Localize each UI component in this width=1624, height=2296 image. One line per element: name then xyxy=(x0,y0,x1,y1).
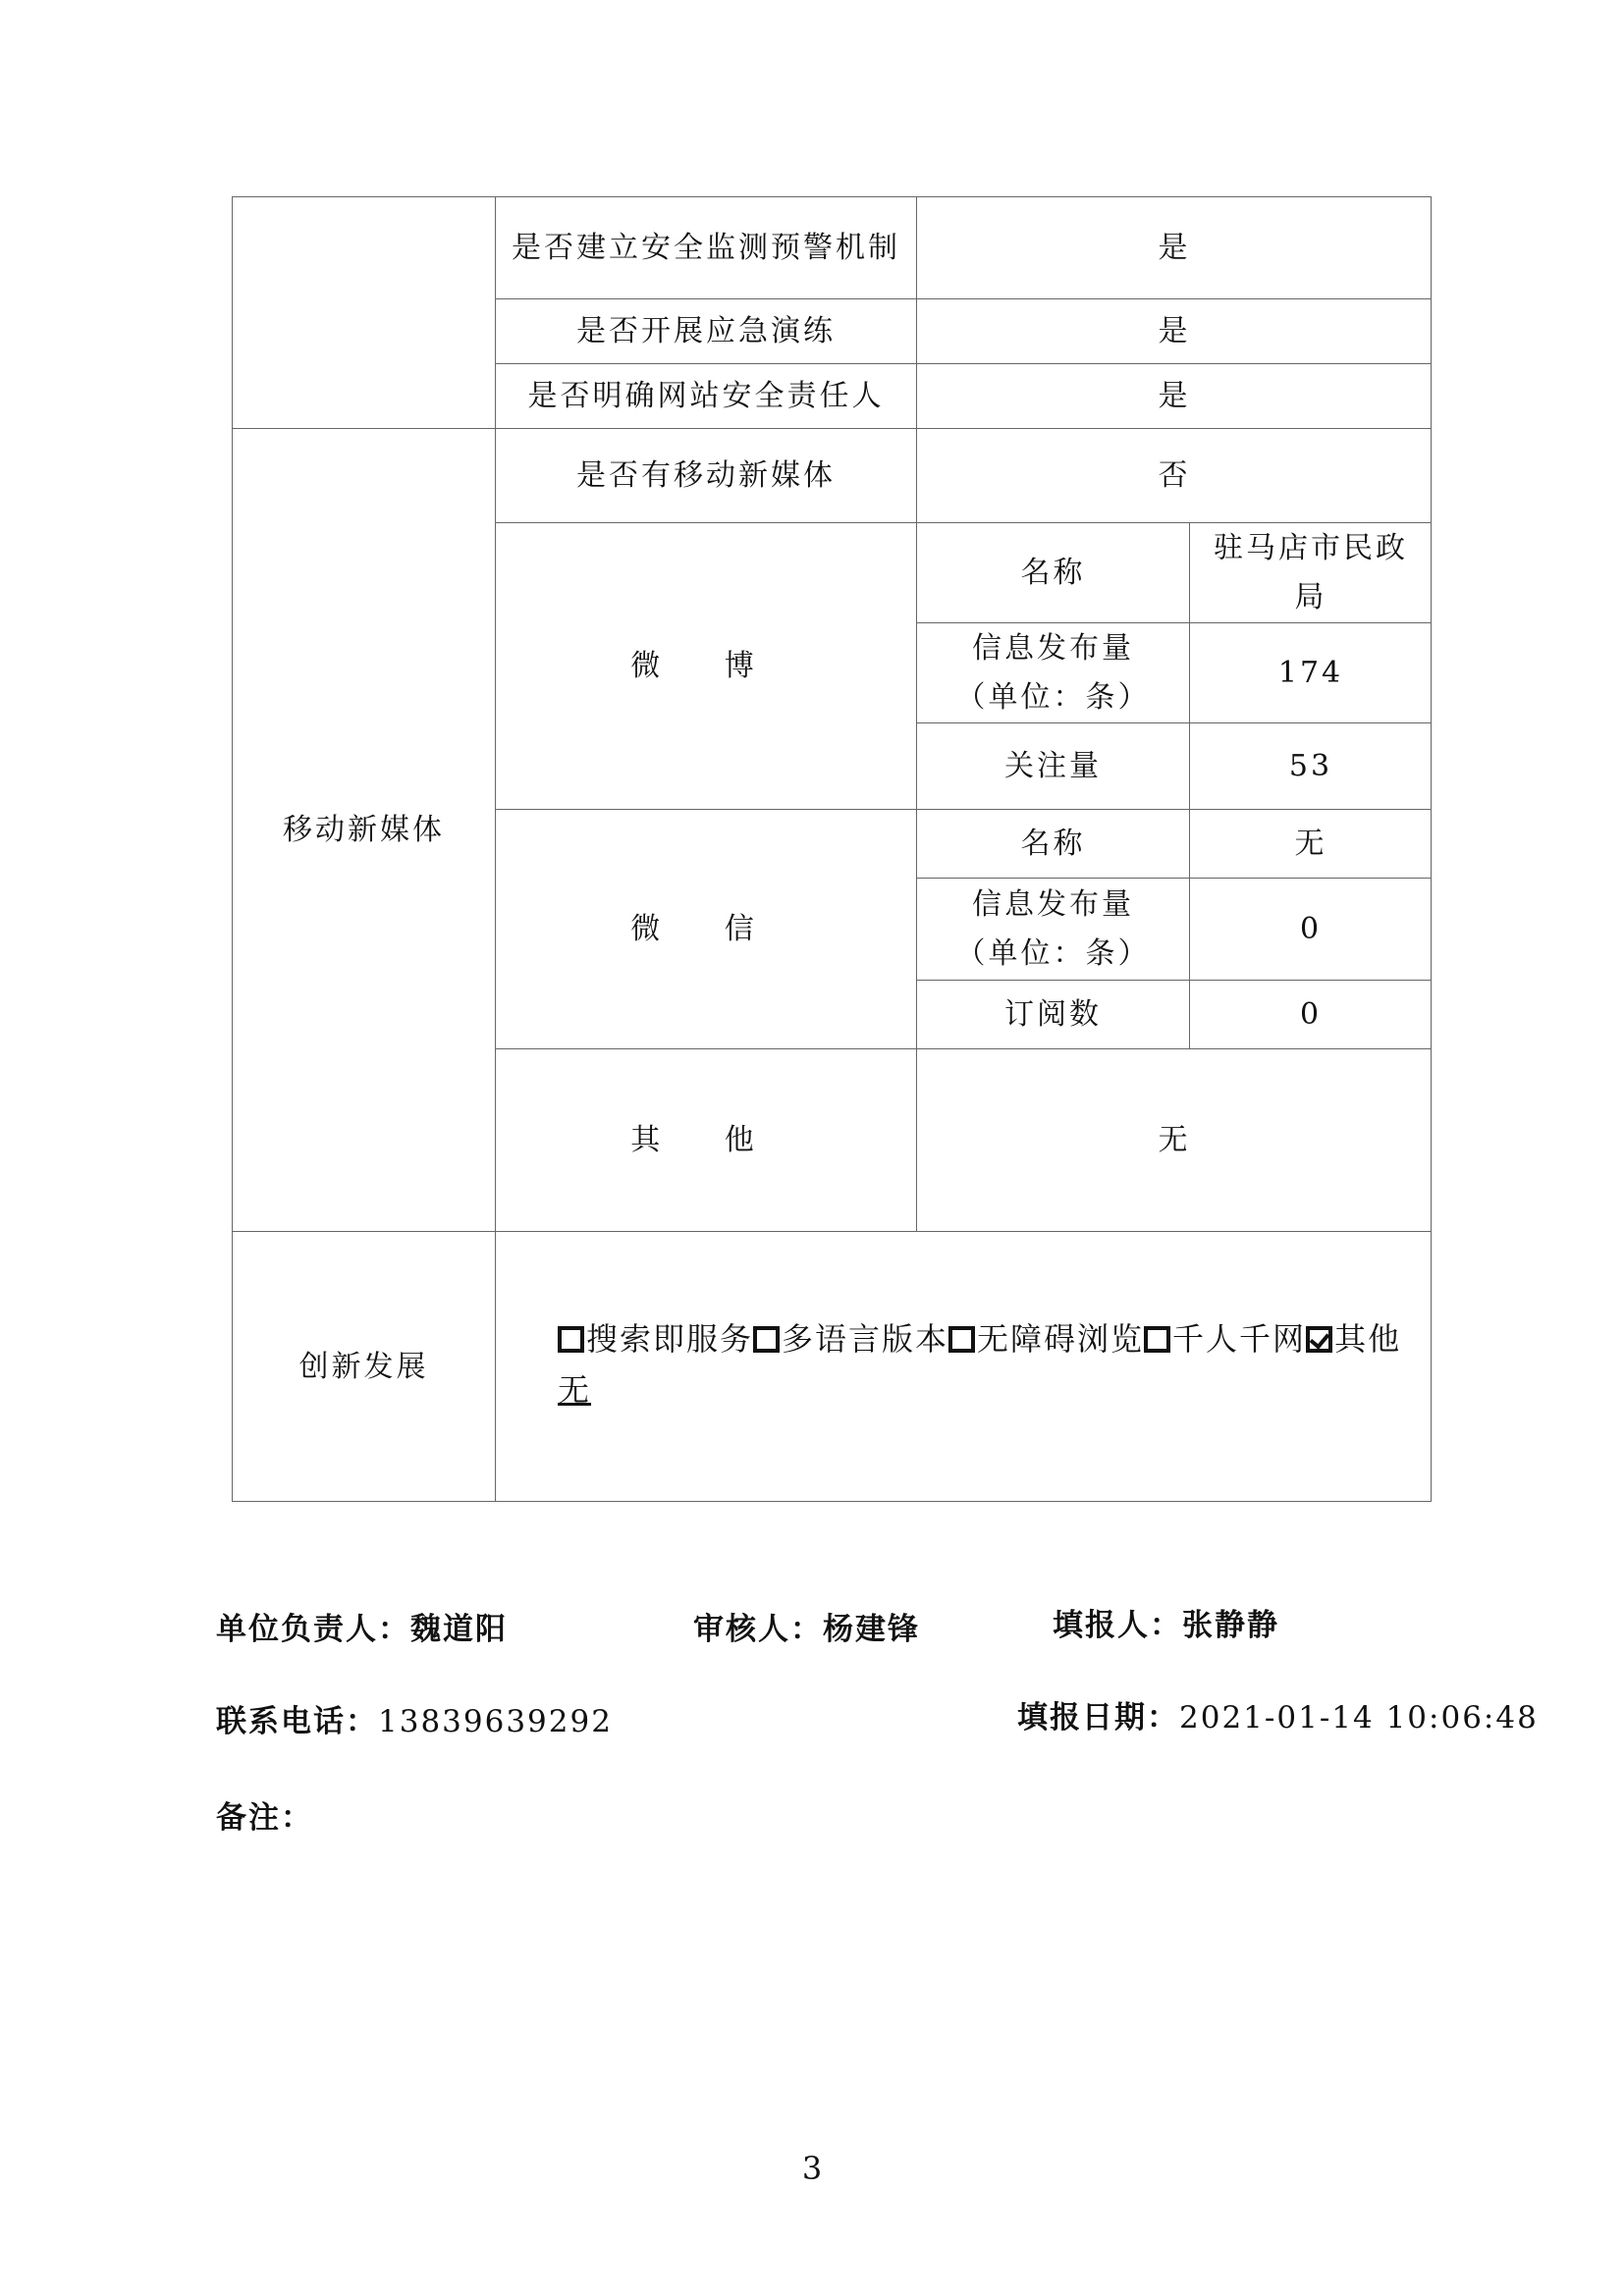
checkbox-icon[interactable] xyxy=(753,1326,780,1353)
weibo-followers-value: 53 xyxy=(1189,722,1432,809)
option-multilingual[interactable]: 多语言版本 xyxy=(753,1320,948,1358)
monitoring-value: 是 xyxy=(916,196,1432,298)
responsible-label: 是否明确网站安全责任人 xyxy=(495,363,916,428)
has-media-label: 是否有移动新媒体 xyxy=(495,428,916,522)
wechat-posts-label: 信息发布量（单位：条） xyxy=(916,878,1189,980)
weibo-followers-label: 关注量 xyxy=(916,722,1189,809)
date-value: 2021-01-14 10:06:48 xyxy=(1179,1700,1539,1735)
other-media-label: 其 他 xyxy=(495,1048,916,1231)
phone-value: 13839639292 xyxy=(378,1704,613,1739)
weibo-posts-label: 信息发布量（单位：条） xyxy=(916,622,1189,722)
option-other[interactable]: 其他 xyxy=(1306,1320,1401,1358)
has-media-value: 否 xyxy=(916,428,1432,522)
checkbox-checked-icon[interactable] xyxy=(1306,1326,1332,1353)
option-personalized[interactable]: 千人千网 xyxy=(1144,1320,1306,1358)
fill-date xyxy=(1017,1692,1539,1736)
phone-label: 联系电话： xyxy=(216,1704,378,1739)
page-number: 3 xyxy=(801,2150,823,2187)
mobile-section-label: 移动新媒体 xyxy=(232,428,495,1231)
weibo-posts-value: 174 xyxy=(1189,622,1432,722)
wechat-subscribers-value: 0 xyxy=(1189,980,1432,1048)
checkbox-icon[interactable] xyxy=(1144,1326,1170,1353)
filler-label: 填报人： xyxy=(1053,1608,1182,1643)
checkbox-icon[interactable] xyxy=(948,1326,975,1353)
date-label: 填报日期： xyxy=(1017,1700,1179,1735)
security-section-cell xyxy=(232,196,495,428)
unit-head xyxy=(216,1604,508,1648)
wechat-name-label: 名称 xyxy=(916,809,1189,878)
filler xyxy=(1053,1600,1279,1644)
weibo-name-value: 驻马店市民政局 xyxy=(1189,522,1432,622)
innovation-options xyxy=(558,1313,1422,1415)
monitoring-label: 是否建立安全监测预警机制 xyxy=(495,196,916,298)
wechat-label: 微 信 xyxy=(495,809,916,1048)
drill-label: 是否开展应急演练 xyxy=(495,298,916,363)
unit-head-value: 魏道阳 xyxy=(410,1612,508,1647)
remarks-label: 备注： xyxy=(216,1800,313,1836)
wechat-subscribers-label: 订阅数 xyxy=(916,980,1189,1048)
option-accessibility[interactable]: 无障碍浏览 xyxy=(948,1320,1144,1358)
report-table xyxy=(232,196,1432,1502)
checkbox-icon[interactable] xyxy=(558,1326,584,1353)
remarks xyxy=(216,1792,313,1837)
responsible-value: 是 xyxy=(916,363,1432,428)
filler-value: 张静静 xyxy=(1182,1608,1279,1643)
option-search-service[interactable]: 搜索即服务 xyxy=(558,1320,753,1358)
innovation-other-value: 无 xyxy=(558,1371,592,1409)
innovation-label: 创新发展 xyxy=(232,1231,495,1502)
weibo-label: 微 博 xyxy=(495,522,916,809)
reviewer-value: 杨建锋 xyxy=(823,1612,920,1647)
drill-value: 是 xyxy=(916,298,1432,363)
reviewer xyxy=(693,1604,920,1648)
phone xyxy=(216,1696,613,1740)
wechat-posts-value: 0 xyxy=(1189,878,1432,980)
weibo-name-label: 名称 xyxy=(916,522,1189,622)
unit-head-label: 单位负责人： xyxy=(216,1612,410,1647)
wechat-name-value: 无 xyxy=(1189,809,1432,878)
other-media-value: 无 xyxy=(916,1048,1432,1231)
reviewer-label: 审核人： xyxy=(693,1612,823,1647)
